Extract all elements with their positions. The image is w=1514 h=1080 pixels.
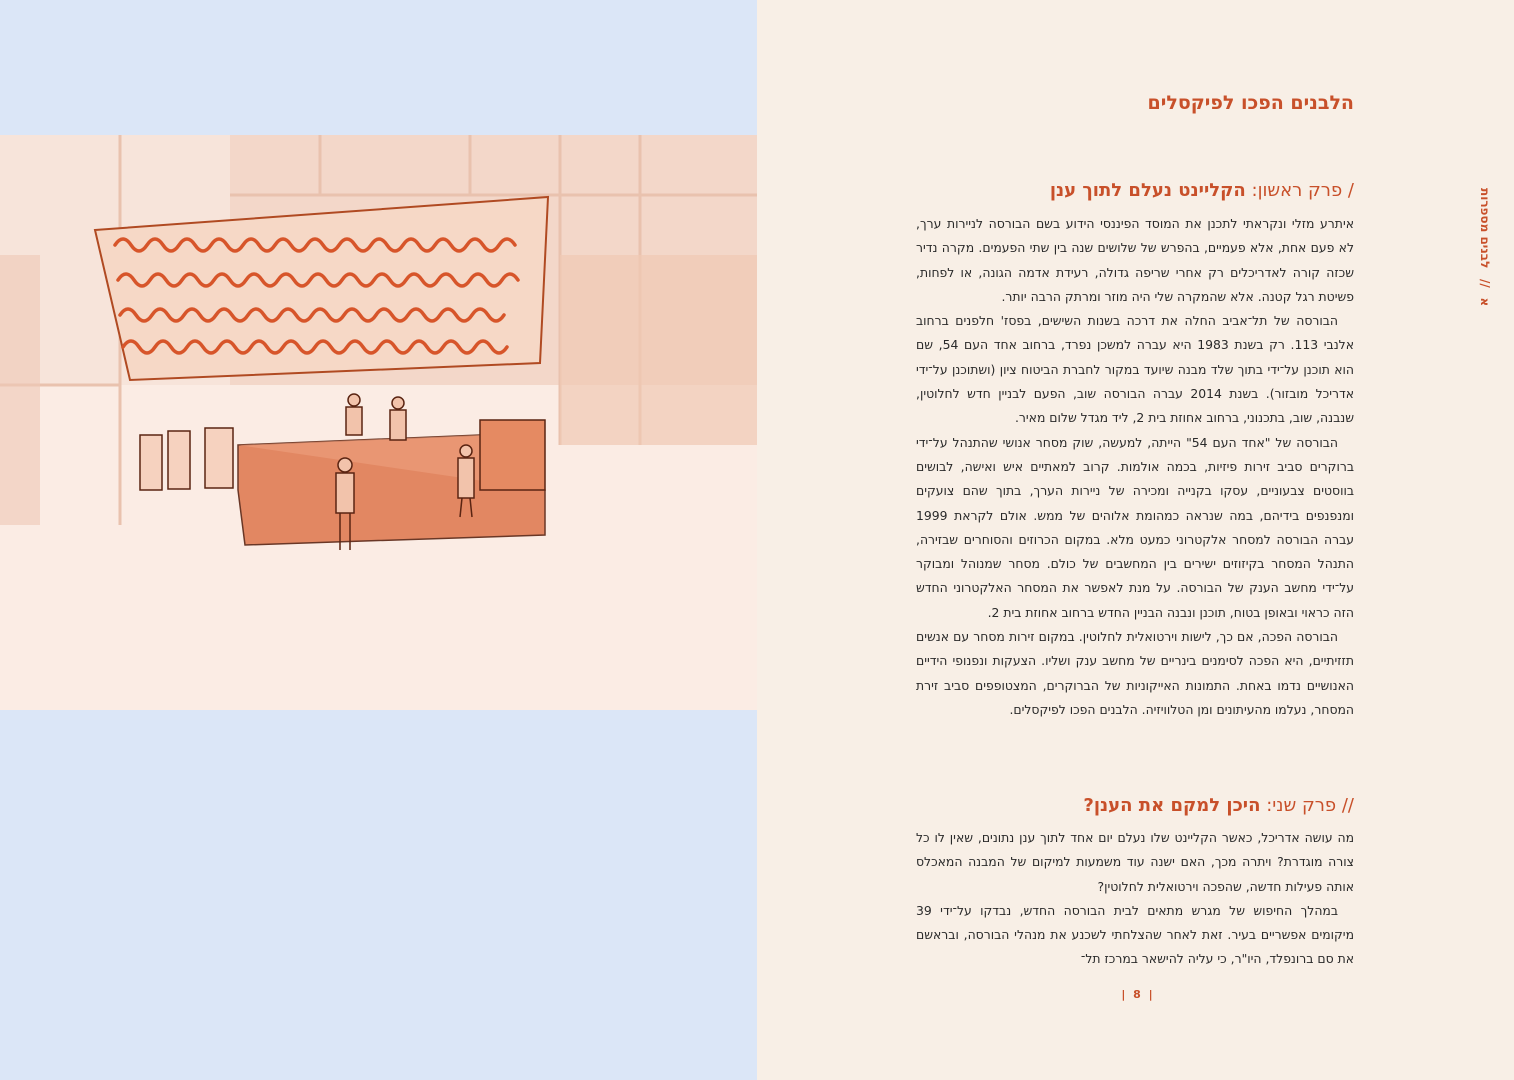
paragraph: מה עושה אדריכל, כאשר הקליינט שלו נעלם יום אחד לתוך ענן נתונים, שאין לו כל צורה מוגדרת? ויתרה מכך, האם ישנה עוד משמעות למיקום של המבנה המאכלס אותה פעילות חדשה, שהפכה וירטואלית לחלוטין? <box>916 830 1354 894</box>
chapter-1-body <box>916 212 1354 722</box>
running-head-chapter: א <box>1478 297 1492 307</box>
page-number-value: 8 <box>1133 988 1143 1001</box>
chapter-1-heading <box>1050 180 1354 201</box>
paragraph: הבורסה של תל־אביב החלה את דרכה בשנות השישים, בפסז' חלפנים ברחוב אלנבי 113. רק בשנת 1983 היא עברה למשכן נפרד, ברחוב אחד העם 54, שם הוא תוכנן על־ידי בתוך שלד מבנה שיועד במקור לחברת הביטוח ציון (ושתוכנן על־ידי אדריכל מובזור). בשנת 2014 עברה הבורסה שוב, הפעם לבניין חדש לחלוטין, שנבנה, שוב, בתכנוני, ברחוב אחוזת בית 2, ליד מגדל שלום מאיר. <box>916 313 1355 426</box>
running-head-book-title: לבנים מספרות <box>1478 188 1492 269</box>
chapter-1-mark: / פרק ראשון: <box>1251 180 1354 201</box>
paragraph: הבורסה הפכה, אם כך, לישות וירטואלית לחלוטין. במקום זירות מסחר עם אנשים תזזיתיים, היא הפכה לסימנים בינריים של מחשב ענק ושליו. הצעקות ונפנופי הידיים האנושיים נדמו באחת. התמונות האייקוניות של הברוקרים, המצטופפים סביב זירת המסחר, נעלמו מהעיתונים ומן הטלוויזיה. הלבנים הפכו לפיקסלים. <box>916 629 1354 717</box>
chapter-1-title: הקליינט נעלם לתוך ענן <box>1049 180 1246 201</box>
running-head-separator: // <box>1478 278 1492 288</box>
sketch-illustration <box>0 135 757 710</box>
chapter-2-body <box>916 826 1354 972</box>
chapter-2-heading <box>1083 795 1354 816</box>
chapter-2-mark: // פרק שני: <box>1266 795 1354 816</box>
architectural-sketch-image <box>0 135 757 710</box>
paragraph: איתרע מזלי ונקראתי לתכנן את המוסד הפיננסי הידוע בשם הבורסה לניירות ערך, לא פעם אחת, אלא פעמיים, בהפרש של שלושים שנה בין שתי הפעמים. מקרה נדיר שכזה קורה לאדריכלים רק אחרי שריפה גדולה, רעידת אדמה הגונה, או לפחות, פשיטת רגל קטנה. אלא שהמקרה שלי היה מוזר ומרתק הרבה יותר. <box>916 216 1354 304</box>
paragraph: במהלך החיפוש של מגרש מתאים לבית הבורסה החדש, נבדקו על־ידי 39 מיקומים אפשריים בעיר. זאת לאחר שהצלחתי לשכנע את מנהלי הבורסה, ובראשם את סם ברונפלד, היו"ר, כי עליה להישאר במרכז תל־ <box>916 902 1354 967</box>
running-head <box>1478 188 1492 306</box>
paragraph: הבורסה של "אחד העם 54" הייתה, למעשה, שוק מסחר אנושי שהתנהל על־ידי ברוקרים סביב זירות פיזיות, בכמה אולמות. קרוב למאתיים איש ואישה, לבושים בווסטים צבעוניים, עסקו בקנייה ומכירה של ניירות הערך, בתוך שהם צועקים ומנפנפים בידיהם, במה שנראה כמהומת אלוהים של ממש. אולם לקראת 1999 עברה הבורסה למסחר אלקטרוני כמעט מלא. במקום הכרוזים והסוחרים שבזירה, התנהל המסחר בקיזוזים ישירים בין המחשבים של כולם. מסחר שמנוהל ומבוקר על־ידי מחשב הענק של הבורסה. על מנת לאפשר את המסחר האלקטרוני החדש הזה כראוי ובאופן בטוח, תוכנן ונבנה הבניין החדש ברחוב אחוזת בית 2. <box>916 434 1354 620</box>
page-title: הלבנים הפכו לפיקסלים <box>1147 92 1354 114</box>
chapter-2-title: היכן למקם את הענן? <box>1083 795 1261 816</box>
page-number: | 8 | <box>1121 988 1155 1001</box>
